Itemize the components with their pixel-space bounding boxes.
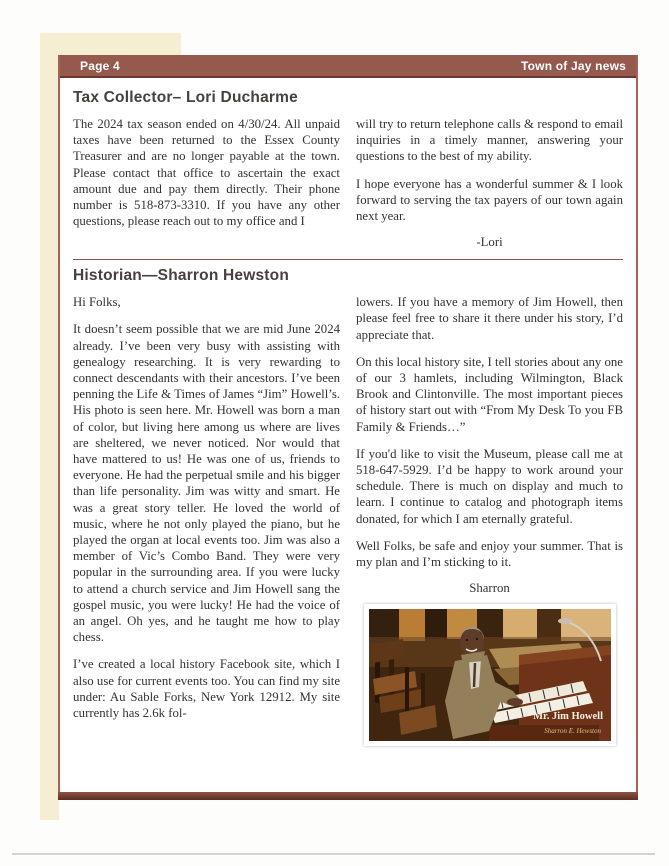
photo-caption-svg: Mr. Jim Howell [532, 711, 603, 723]
tax-collector-columns [73, 116, 623, 258]
signature-lori: -Lori [476, 235, 503, 250]
jim-howell-photo-illustration [369, 609, 611, 741]
photo-credit-svg: Sharron E. Hewston [543, 727, 601, 736]
paragraph: I’ve created a local history Facebook site, which I also use for current events too. You can find my site under: Au Sable Forks, New York 12912. My site currently has 2.6k fol- [73, 657, 340, 721]
paragraph: lowers. If you have a memory of Jim Howell, then please feel free to share it there under his story, I’d appreciate that. [356, 295, 623, 342]
tax-collector-column-right [356, 116, 623, 258]
scan-edge-left [40, 33, 59, 820]
article-title-tax-collector: Tax Collector– Lori Ducharme [73, 89, 298, 106]
paragraph: I hope everyone has a wonderful summer & I look forward to serving the tax payers of our town again next year. [356, 176, 623, 224]
historian-column-left [73, 294, 340, 746]
paragraph: The 2024 tax season ended on 4/30/24. All unpaid taxes have been returned to the Essex County Treasurer and are no longer payable at the town. Please contact that office to ascertain the exact amount due and pay them directly. Their phone number is 518-873-3310. If you have any other questions, please reach out to my office and I [73, 117, 340, 229]
paragraph: On this local history site, I tell stories about any one of our 3 hamlets, including Wilmington, Black Brook and Clintonville. The most important pieces of history start out with “From My Desk To you FB Family & Friends…” [356, 354, 623, 434]
article-historian [73, 267, 623, 746]
page-content [60, 78, 636, 792]
page-number: Page 4 [80, 58, 120, 73]
paragraph: It doesn’t seem possible that we are mid June 2024 already. I’ve been very busy with assisting with genealogy researching. It is very rewarding to connect descendants with their ancestors. I’ve been penning the Life & Times of James “Jim” Howell’s. His photo is seen here. Mr. Howell was born a man of color, but living here among us where are lives are sheltered, we never noticed. Nor would that have mattered to us! He was one of us, friends to everyone. He had the perpetual smile and his bigger than life personality. Jim was witty and smart. He was a great story teller. He loved the world of music, where he not only played the piano, but he played the organ at local events too. Jim was also a member of Vic’s Combo Band. They were very popular in the surrounding area. If you were lucky to attend a church service and Jim Howell sang the gospel music, you were lucky! He had the voice of an angel. Oh yes, and he taught me how to play chess. [73, 322, 340, 645]
historian-columns [73, 294, 623, 746]
paragraph: If you'd like to visit the Museum, please call me at 518-647-5929. I’d be happy to work around your schedule. There is much on display and much to learn. I continue to catalog and photograph items donated, for which I am eternally grateful. [356, 446, 623, 526]
paragraph: Well Folks, be safe and enjoy your summer. That is my plan and I’m sticking to it. [356, 538, 623, 570]
paragraph: Hi Folks, [73, 295, 121, 310]
tax-collector-column-left [73, 116, 340, 258]
article-tax-collector [73, 89, 623, 258]
article-title-historian: Historian—Sharron Hewston [73, 267, 289, 285]
section-divider [73, 259, 623, 260]
page-header-bar [60, 55, 636, 78]
scan-edge-top [40, 33, 181, 56]
signature-sharron: Sharron [469, 581, 510, 596]
paragraph: will try to return telephone calls & respond to email inquiries in a timely manner, answering your questions to the best of my ability. [356, 117, 623, 164]
newsletter-page [58, 55, 638, 800]
historian-column-right [356, 294, 623, 746]
jim-howell-photo [364, 604, 616, 746]
page-footer-bar [58, 792, 638, 800]
scan-footer-line [12, 853, 655, 855]
newsletter-title: Town of Jay news [521, 58, 626, 73]
